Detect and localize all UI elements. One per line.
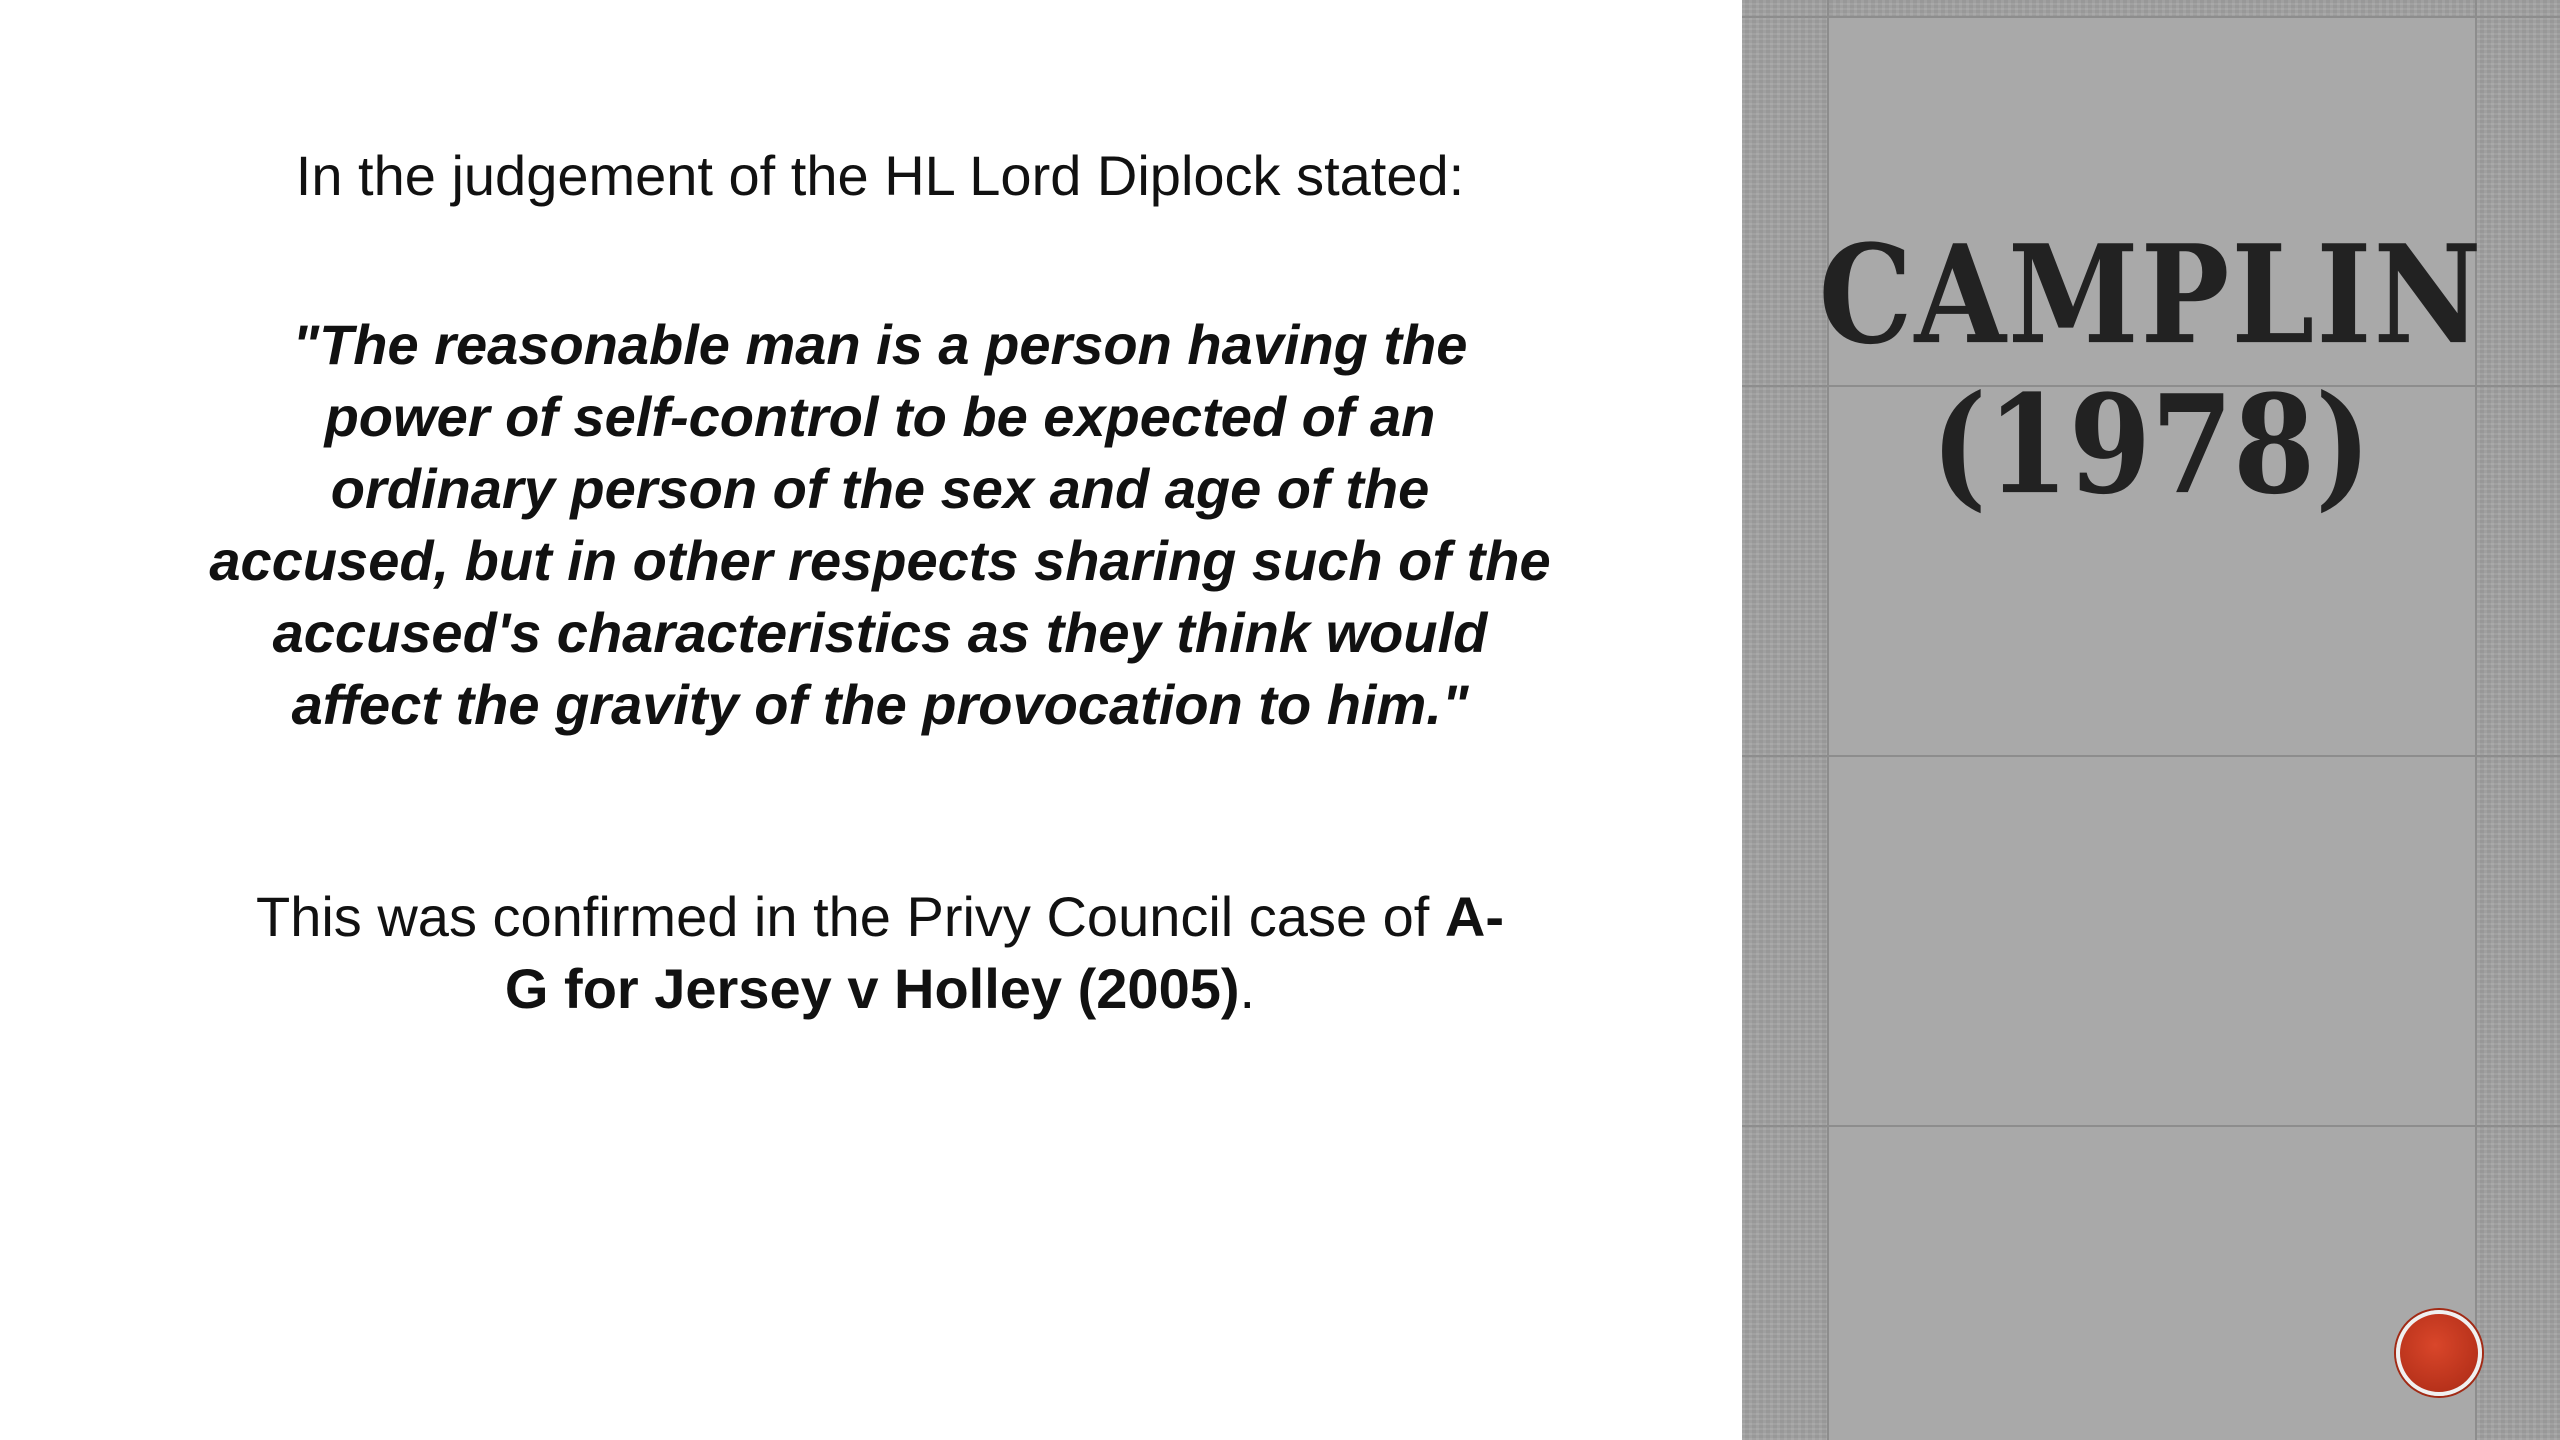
case-name-part2: G for Jersey v Holley (2005)	[504, 956, 1240, 1020]
quote-line: affect the gravity of the provocation to him."	[291, 672, 1469, 736]
quote-line: accused's characteristics as they think would	[272, 600, 1488, 664]
quote-line: power of self-control to be expected of an	[324, 384, 1436, 448]
confirmation-suffix: .	[1239, 956, 1256, 1020]
confirmation-text	[180, 881, 1580, 1025]
side-panel	[1742, 0, 2560, 1440]
confirmation-prefix: This was confirmed in the Privy Council case of	[256, 884, 1445, 948]
slide-content	[180, 140, 1580, 1025]
panel-divider	[1742, 755, 2560, 757]
panel-divider	[1742, 16, 2560, 18]
intro-text: In the judgement of the HL Lord Diplock stated:	[295, 144, 1465, 207]
quote-line: accused, but in other respects sharing such of the	[209, 528, 1551, 592]
case-year: (1978)	[1930, 364, 2372, 525]
circle-nav-icon[interactable]	[2396, 1310, 2482, 1396]
case-title: CAMPLIN	[1818, 214, 2484, 375]
quote-line: "The reasonable man is a person having the	[292, 312, 1468, 376]
panel-divider	[1742, 1125, 2560, 1127]
case-name-part1: A-	[1444, 884, 1504, 948]
case-heading	[1742, 214, 2560, 525]
quote-line: ordinary person of the sex and age of the	[330, 456, 1430, 520]
diplock-quote	[180, 309, 1580, 741]
